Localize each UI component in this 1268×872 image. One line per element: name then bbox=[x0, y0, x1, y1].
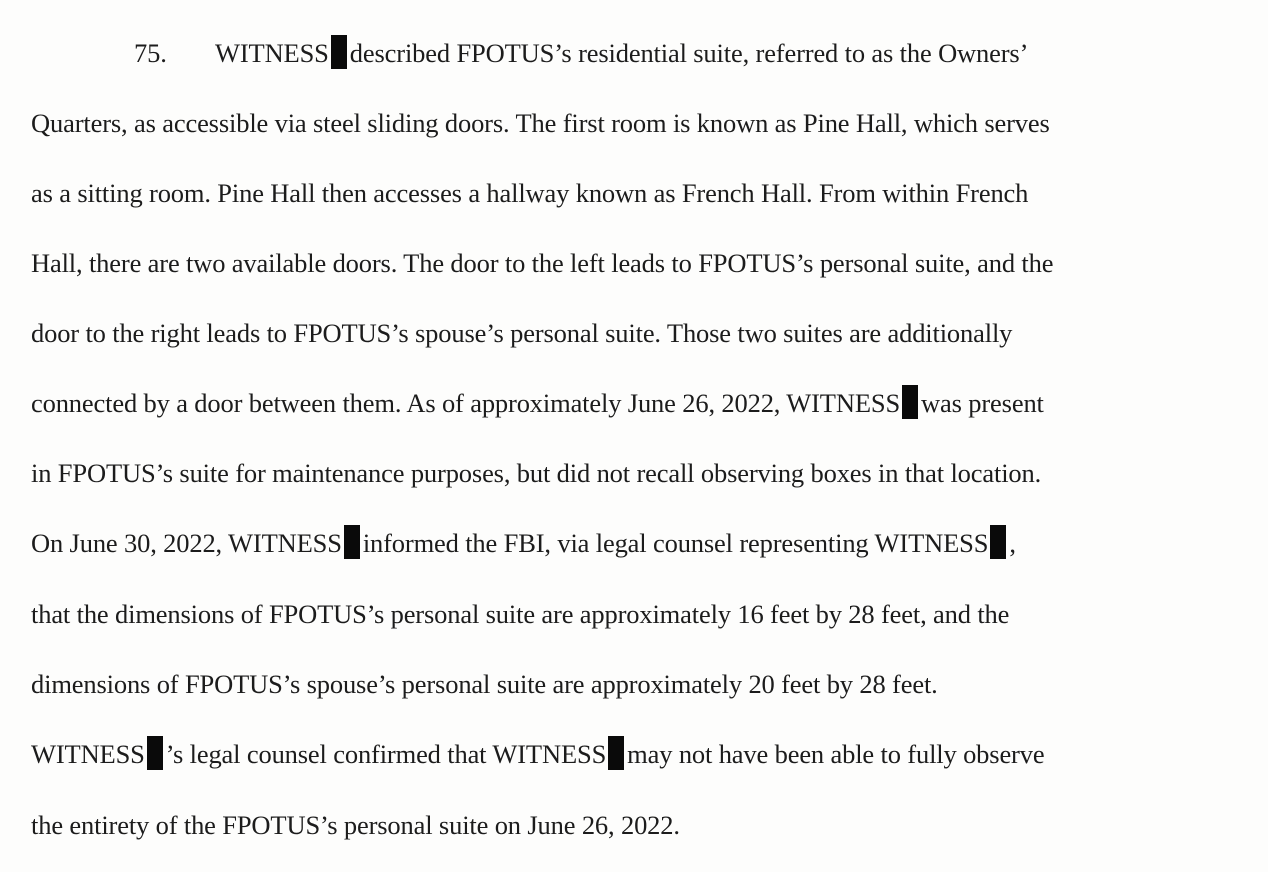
text-line-6 bbox=[31, 383, 1044, 423]
text-line-11 bbox=[31, 734, 1044, 774]
line-6-part-1: connected by a door between them. As of approximately June 26, 2022, WITNESS bbox=[31, 388, 901, 418]
text-line-8 bbox=[31, 523, 1016, 563]
redaction-block bbox=[902, 385, 918, 419]
paragraph-number: 75. bbox=[134, 38, 167, 68]
text-line-2 bbox=[31, 103, 1050, 143]
line-4-text: Hall, there are two available doors. The door to the left leads to FPOTUS’s personal suite, and the bbox=[31, 248, 1054, 278]
line-8-part-1: On June 30, 2022, WITNESS bbox=[31, 528, 342, 558]
text-line-10 bbox=[31, 664, 938, 704]
line-11-part-3: may not have been able to fully observe bbox=[627, 739, 1045, 769]
line-8-part-2: informed the FBI, via legal counsel representing WITNESS bbox=[362, 528, 989, 558]
line-10-text: dimensions of FPOTUS’s spouse’s personal suite are approximately 20 feet by 28 feet. bbox=[31, 669, 938, 699]
line-7-text: in FPOTUS’s suite for maintenance purposes, but did not recall observing boxes in that location. bbox=[31, 458, 1042, 488]
text-line-3 bbox=[31, 173, 1028, 213]
text-line-5 bbox=[31, 313, 1012, 353]
redaction-block bbox=[331, 35, 347, 69]
line-6-part-2: was present bbox=[921, 388, 1044, 418]
text-line-4 bbox=[31, 243, 1053, 283]
line-11-part-2: ’s legal counsel confirmed that WITNESS bbox=[165, 739, 607, 769]
text-line-1 bbox=[134, 33, 1028, 73]
line-12-text: the entirety of the FPOTUS’s personal suite on June 26, 2022. bbox=[31, 810, 680, 840]
text-line-12 bbox=[31, 805, 680, 845]
line-1-part-1: WITNESS bbox=[215, 38, 329, 68]
line-1-part-2: described FPOTUS’s residential suite, referred to as the Owners’ bbox=[349, 38, 1029, 68]
redaction-block bbox=[608, 736, 624, 770]
line-9-text: that the dimensions of FPOTUS’s personal suite are approximately 16 feet by 28 feet, and the bbox=[31, 599, 1010, 629]
redaction-block bbox=[147, 736, 163, 770]
line-2-text: Quarters, as accessible via steel sliding doors. The first room is known as Pine Hall, which serves bbox=[31, 108, 1050, 138]
text-line-9 bbox=[31, 594, 1009, 634]
redaction-block bbox=[344, 525, 360, 559]
line-8-part-3: , bbox=[1009, 528, 1016, 558]
line-11-part-1: WITNESS bbox=[31, 739, 145, 769]
line-3-text: as a sitting room. Pine Hall then accesses a hallway known as French Hall. From within French bbox=[31, 178, 1029, 208]
line-5-text: door to the right leads to FPOTUS’s spouse’s personal suite. Those two suites are additionally bbox=[31, 318, 1013, 348]
redaction-block bbox=[990, 525, 1006, 559]
text-line-7 bbox=[31, 453, 1041, 493]
